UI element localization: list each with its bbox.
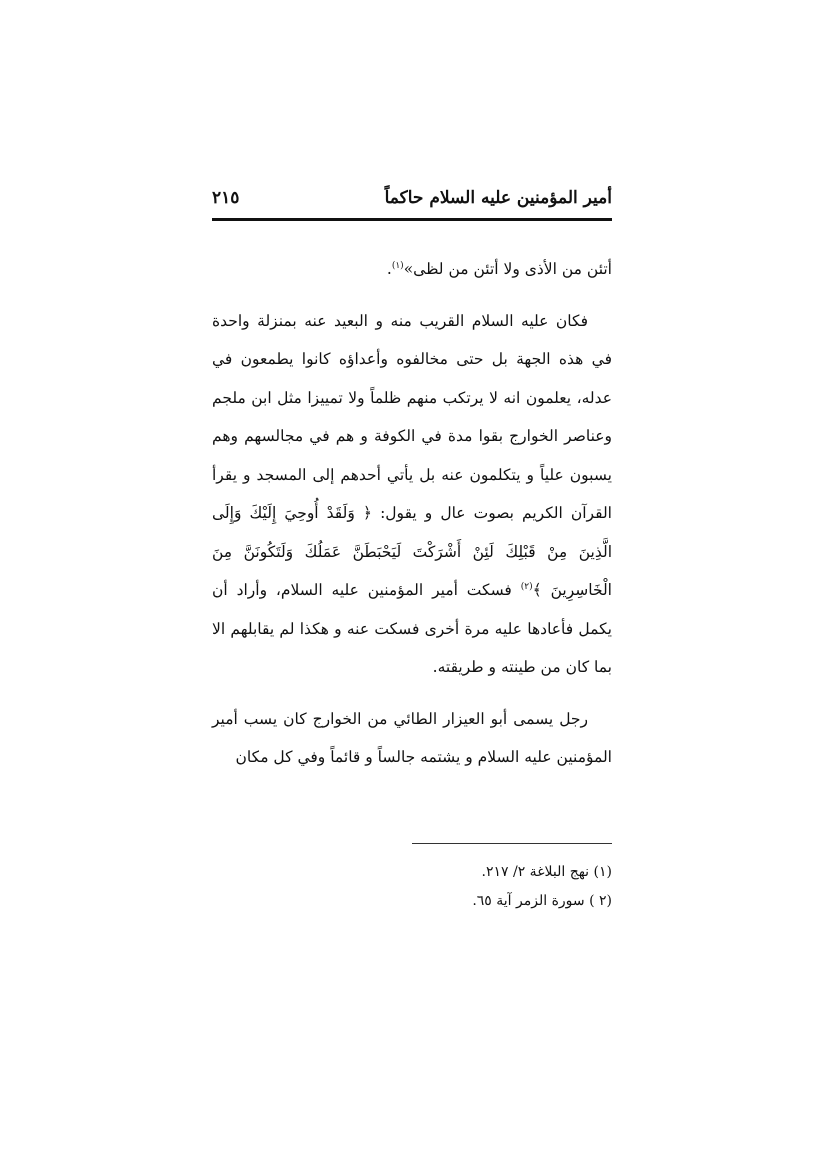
quran-verse: وَلَقَدْ أُوحِيَ إِلَيْكَ وَإِلَى الَّذِينَ مِنْ قَبْلِكَ لَئِنْ أَشْرَكْتَ لَيَحْبَطَنَّ عَمَلُكَ وَلَتَكُونَنَّ مِنَ الْخَاسِرِينَ [212, 504, 612, 599]
paragraph [212, 700, 612, 777]
period: . [386, 260, 392, 278]
quran-bracket-close: ﴾ [532, 581, 542, 599]
paragraph-text: فكان عليه السلام القريب منه و البعيد عنه بمنزلة واحدة في هذه الجهة بل حتى مخالفوه وأعداؤه كانوا يطمعون في عدله، يعلمون انه لا يرتكب منهم ظلماً ولا تمييزا مثل ابن ملجم وعناصر الخوارج بقوا مدة في الكوفة و هم في مجالسهم وهم يسبون علياً و يتكلمون عنه بل يأتي أحدهم إلى المسجد و يقرأ القرآن الكريم بصوت عال و يقول: [212, 311, 612, 522]
running-header [212, 188, 612, 216]
paragraph-text: رجل يسمى أبو العيزار الطائي من الخوارج كان يسب أمير المؤمنين عليه السلام و يشتمه جالساً و قائماً وفي كل مكان [212, 709, 612, 766]
footnotes [212, 858, 612, 916]
footnote-2: (٢ ) سورة الزمر آية ٦٥. [472, 893, 612, 909]
footnote-ref-1: (١) [391, 260, 404, 271]
page-number: ٢١٥ [212, 188, 240, 208]
main-text [212, 250, 612, 777]
paragraph-text: فسكت أمير المؤمنين عليه السلام، وأراد أن يكمل فأعادها عليه مرة أخرى فسكت عنه و هكذا لم يقابلهم الا بما كان من طينته و طريقته. [212, 581, 612, 676]
footnote-ref-2: (٢) [520, 581, 533, 592]
paragraph-text: أتئن من الأذى ولا أتئن من لظى» [403, 260, 612, 278]
quran-bracket-open: ﴿ [362, 504, 373, 522]
header-title: أمير المؤمنين عليه السلام حاكماً [384, 188, 612, 208]
footnote-divider [412, 843, 612, 844]
paragraph [212, 302, 612, 687]
paragraph-continuation [212, 250, 612, 289]
footnote-1: (١) نهج البلاغة ٢/ ٢١٧. [481, 864, 612, 880]
header-divider [212, 218, 612, 221]
